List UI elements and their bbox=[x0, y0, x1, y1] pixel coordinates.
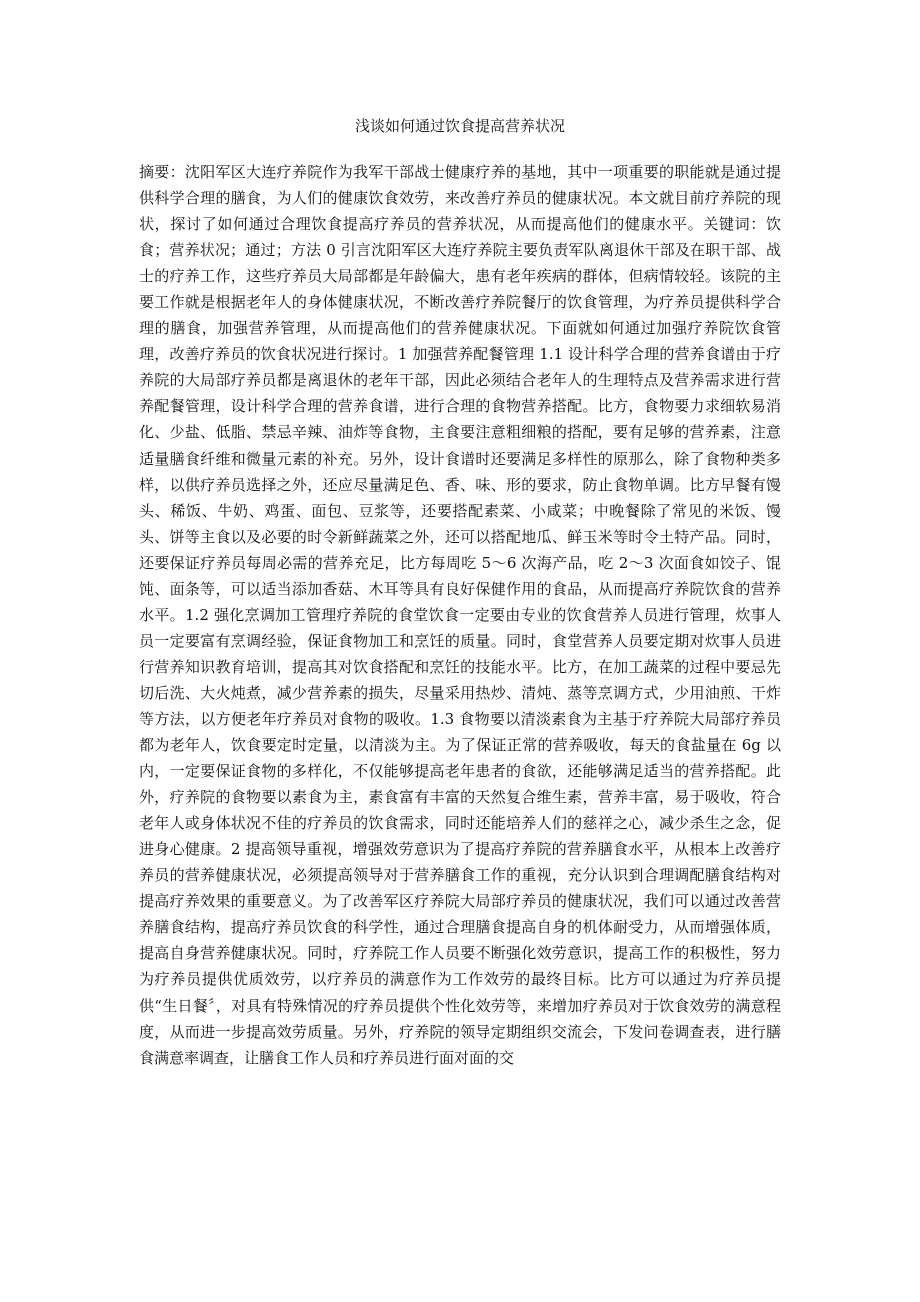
document-body: 摘要：沈阳军区大连疗养院作为我军干部战士健康疗养的基地，其中一项重要的职能就是通过提供科学合理的膳食，为人们的健康饮食效劳，来改善疗养员的健康状况。本文就目前疗养院的现状，探讨了如何通过合理饮食提高疗养员的营养状况，从而提高他们的健康水平。关键词：饮食；营养状况；通过；方法 0 引言沈阳军区大连疗养院主要负责军队离退休干部及在职干部、战士的疗养工作，这些疗养员大局部都是年龄偏大，患有老年疾病的群体，但病情较轻。该院的主要工作就是根据老年人的身体健康状况，不断改善疗养院餐厅的饮食管理，为疗养员提供科学合理的膳食，加强营养管理，从而提高他们的营养健康状况。下面就如何通过加强疗养院饮食管理，改善疗养员的饮食状况进行探讨。1 加强营养配餐管理 1.1 设计科学合理的营养食谱由于疗养院的大局部疗养员都是离退休的老年干部，因此必须结合老年人的生理特点及营养需求进行营养配餐管理，设计科学合理的营养食谱，进行合理的食物营养搭配。比方，食物要力求细软易消化、少盐、低脂、禁忌辛辣、油炸等食物，主食要注意粗细粮的搭配，要有足够的营养素，注意适量膳食纤维和微量元素的补充。另外，设计食谱时还要满足多样性的原那么，除了食物种类多样，以供疗养员选择之外，还应尽量满足色、香、味、形的要求，防止食物单调。比方早餐有馒头、稀饭、牛奶、鸡蛋、面包、豆浆等，还要搭配素菜、小咸菜；中晚餐除了常见的米饭、馒头、饼等主食以及必要的时令新鲜蔬菜之外，还可以搭配地瓜、鲜玉米等时令土特产品。同时，还要保证疗养员每周必需的营养充足，比方每周吃 5～6 次海产品，吃 2～3 次面食如饺子、馄饨、面条等，可以适当添加香菇、木耳等具有良好保健作用的食品，从而提高疗养院饮食的营养水平。1.2 强化烹调加工管理疗养院的食堂饮食一定要由专业的饮食营养人员进行管理，炊事人员一定要富有烹调经验，保证食物加工和烹饪的质量。同时，食堂营养人员要定期对炊事人员进行营养知识教育培训，提高其对饮食搭配和烹饪的技能水平。比方，在加工蔬菜的过程中要忌先切后洗、大火炖煮，减少营养素的损失，尽量采用热炒、清炖、蒸等烹调方式，少用油煎、干炸等方法，以方便老年疗养员对食物的吸收。1.3 食物要以清淡素食为主基于疗养院大局部疗养员都为老年人，饮食要定时定量，以清淡为主。为了保证正常的营养吸收，每天的食盐量在 6g 以内，一定要保证食物的多样化，不仅能够提高老年患者的食欲，还能够满足适当的营养搭配。此外，疗养院的食物要以素食为主，素食富有丰富的天然复合维生素，营养丰富，易于吸收，符合老年人或身体状况不佳的疗养员的饮食需求，同时还能培养人们的慈祥之心，减少杀生之念，促进身心健康。2 提高领导重视，增强效劳意识为了提高疗养院的营养膳食水平，从根本上改善疗养员的营养健康状况，必须提高领导对于营养膳食工作的重视，充分认识到合理调配膳食结构对提高疗养效果的重要意义。为了改善军区疗养院大局部疗养员的健康状况，我们可以通过改善营养膳食结构，提高疗养员饮食的科学性，通过合理膳食提高自身的机体耐受力，从而增强体质，提高自身营养健康状况。同时，疗养院工作人员要不断强化效劳意识，提高工作的积极性，努力为疗养员提供优质效劳，以疗养员的满意作为工作效劳的最终目标。比方可以通过为疗养员提供“生日餐〞，对具有特殊情况的疗养员提供个性化效劳等，来增加疗养员对于饮食效劳的满意程度，从而进一步提高效劳质量。另外，疗养院的领导定期组织交流会，下发问卷调查表，进行膳食满意率调查，让膳食工作人员和疗养员进行面对面的交 bbox=[139, 163, 781, 1067]
document-title: 浅谈如何通过饮食提高营养状况 bbox=[354, 117, 565, 135]
